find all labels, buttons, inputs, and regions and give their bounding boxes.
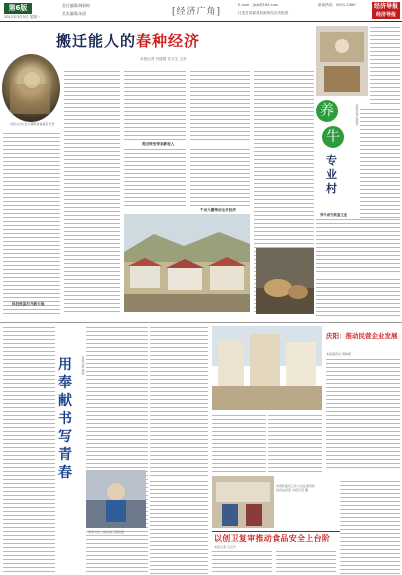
article2-title-char-5: 村 xyxy=(326,182,337,195)
article1-photo-caption: 刘彦文(右)在大棚里查看蔬菜长势 xyxy=(10,122,55,126)
editor-line-2: 美术编辑/朱丽 xyxy=(62,11,87,16)
article5-body-col3 xyxy=(340,480,400,574)
photo-icon xyxy=(2,54,60,122)
photo-icon xyxy=(316,26,368,96)
article1-body-col3 xyxy=(124,70,186,140)
article2-title xyxy=(316,100,350,210)
article4-photo xyxy=(212,326,322,410)
headline-accent: 春种经济 xyxy=(136,32,201,50)
page-number-badge: 第6版 xyxy=(4,3,32,14)
article1-subhead-1: 科技致富打开新天地 xyxy=(12,302,45,306)
article1-body-col2 xyxy=(64,70,120,315)
article3-title-char-5: 写 xyxy=(58,429,72,445)
article5-byline: 本报记者 马玉平 xyxy=(214,545,236,549)
article3-body-col4 xyxy=(150,480,208,574)
article4-body-col1 xyxy=(326,358,400,470)
article2-body-col2 xyxy=(360,108,400,218)
hotline: 新闻热线：0931-2980 xyxy=(318,3,356,7)
article5-body-col1 xyxy=(212,550,272,574)
tagline: 打造甘肃最具权威的经济类报纸 xyxy=(238,11,289,15)
paper-logo-sub: 经济导报 xyxy=(375,12,396,18)
article3-caption: 李浩川在工地检查工程质量 xyxy=(88,530,125,534)
article1-body-col5 xyxy=(124,148,186,206)
article1-landscape-photo xyxy=(124,214,250,312)
paper-logo xyxy=(372,2,400,19)
article1-body-col6 xyxy=(190,148,250,206)
article3-title-char-6: 青 xyxy=(58,447,72,463)
section-divider xyxy=(0,322,402,323)
article1-byline: 本报记者 吕德强 实习生 王晋 xyxy=(140,57,187,61)
headline-main: 搬迁能人的 xyxy=(56,32,137,50)
article2-body-col3 xyxy=(316,218,400,274)
article3-body-col2 xyxy=(86,326,148,574)
article1-body-col4 xyxy=(190,70,250,140)
article3-title-char-2: 奉 xyxy=(58,375,72,391)
article3-title-char-4: 书 xyxy=(58,411,72,427)
article2-title-char-3: 专 xyxy=(326,154,337,167)
article3-title xyxy=(58,356,80,496)
article4-body-col3 xyxy=(268,414,322,474)
article2-byline: 本报记者 张庭宇 xyxy=(355,104,359,126)
article4-body-col2 xyxy=(212,414,266,474)
article4-title: 庆阳：推动民营企业发展 xyxy=(326,332,398,340)
article3-body-col3 xyxy=(150,326,208,476)
paper-logo-name: 经济导报 xyxy=(373,3,398,10)
article2-body-col4 xyxy=(316,278,400,318)
article2-title-char-2: 牛 xyxy=(322,126,344,148)
editor-line-1: 责任编辑/韩新梅 xyxy=(62,3,90,8)
article2-photo xyxy=(316,26,368,96)
article2-cattle-photo xyxy=(256,248,314,314)
article2-subhead: 养牛成为致富主业 xyxy=(320,213,348,217)
section-title: [经济广角] xyxy=(172,7,222,17)
article1-photo xyxy=(2,54,60,122)
issue-date: 2012年3月5日 星期一 xyxy=(4,15,41,19)
article5-title: 以创卫复审推动食品安全上台阶 xyxy=(214,533,331,543)
photo-icon xyxy=(256,248,314,314)
article1-subhead-2: 观念转变带来新收入 xyxy=(142,142,175,146)
article1-subhead-3: 千亩大棚带动全乡经济 xyxy=(200,208,236,212)
article1-body-col1 xyxy=(3,132,60,315)
article3-photo xyxy=(86,470,146,528)
photo-icon xyxy=(212,326,322,410)
article4-byline: 本报通讯员 周晓明 xyxy=(326,352,351,356)
headline-banner xyxy=(56,30,266,52)
photo-icon xyxy=(86,470,146,528)
article2-title-char-1: 养 xyxy=(316,100,338,122)
photo-icon xyxy=(124,214,250,312)
email-line: E-mail：jjsb@163.com xyxy=(238,3,279,7)
article3-title-char-3: 献 xyxy=(58,393,72,409)
article5-body-col2 xyxy=(276,550,336,574)
article5-caption: 市食药监局工作人员在商场检查食品质量 本报记者 摄 xyxy=(276,484,316,492)
page-header xyxy=(0,0,402,22)
article3-title-char-1: 用 xyxy=(58,357,72,373)
article3-body-col1 xyxy=(3,326,55,574)
article5-photo xyxy=(212,476,274,528)
article3-byline: 本报记者 徐庭 xyxy=(81,356,85,375)
photo-icon xyxy=(212,476,274,528)
article2-body-col1 xyxy=(370,26,400,104)
article3-title-char-7: 春 xyxy=(58,465,72,481)
article2-title-char-4: 业 xyxy=(326,168,337,181)
